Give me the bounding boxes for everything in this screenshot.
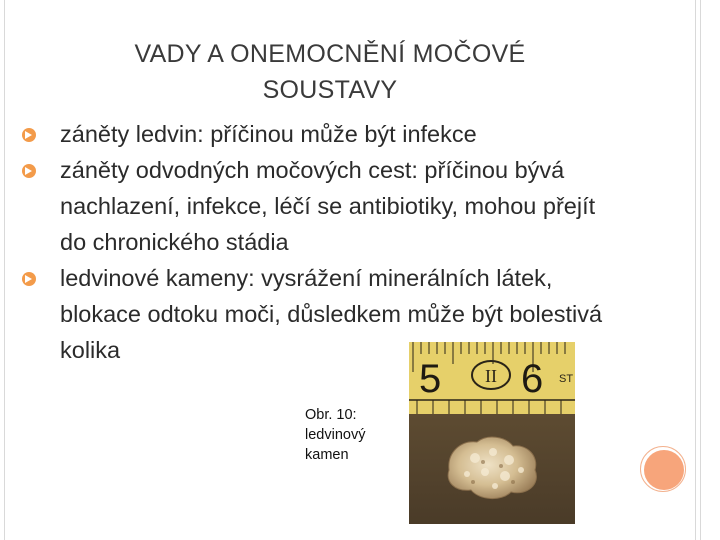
- slide-title: [90, 36, 570, 108]
- orange-arrow-bullet-icon: [22, 128, 36, 142]
- figure-caption-line-2: ledvinový: [305, 427, 366, 443]
- kidney-stone-photo-image: [409, 342, 575, 524]
- ruler-number-left: 5: [419, 357, 442, 401]
- orange-arrow-bullet-icon: [22, 272, 36, 286]
- slide-frame-right-line-outer: [700, 0, 701, 540]
- decorative-circle: [644, 450, 684, 490]
- bullet-item: [20, 152, 620, 260]
- ruler-fragment: ST: [559, 373, 574, 385]
- bullet-text: záněty odvodných močových cest: příčinou bývá nachlazení, infekce, léčí se antibiotiky, mohou přejít do chronického stádia: [60, 157, 596, 255]
- figure-caption: [305, 405, 395, 465]
- bullet-text: záněty ledvin: příčinou může být infekce: [60, 121, 477, 147]
- bullet-item: [20, 116, 620, 152]
- slide-frame-right-line: [695, 0, 696, 540]
- kidney-stone-photo: [409, 342, 575, 524]
- slide-title-line-1: VADY A ONEMOCNĚNÍ MOČOVÉ: [134, 40, 526, 68]
- ruler-number-middle: II: [485, 366, 497, 386]
- figure-caption-line-1: Obr. 10:: [305, 407, 357, 423]
- bullet-text: ledvinové kameny: vysrážení minerálních látek, blokace odtoku moči, důsledkem může být bolestivá kolika: [60, 265, 603, 363]
- slide-frame-left-line: [4, 0, 5, 540]
- slide-title-line-2: SOUSTAVY: [262, 76, 398, 104]
- orange-arrow-bullet-icon: [22, 164, 36, 178]
- bullet-list: [20, 116, 620, 368]
- ruler-number-right: 6: [521, 357, 544, 401]
- figure-caption-line-3: kamen: [305, 447, 349, 463]
